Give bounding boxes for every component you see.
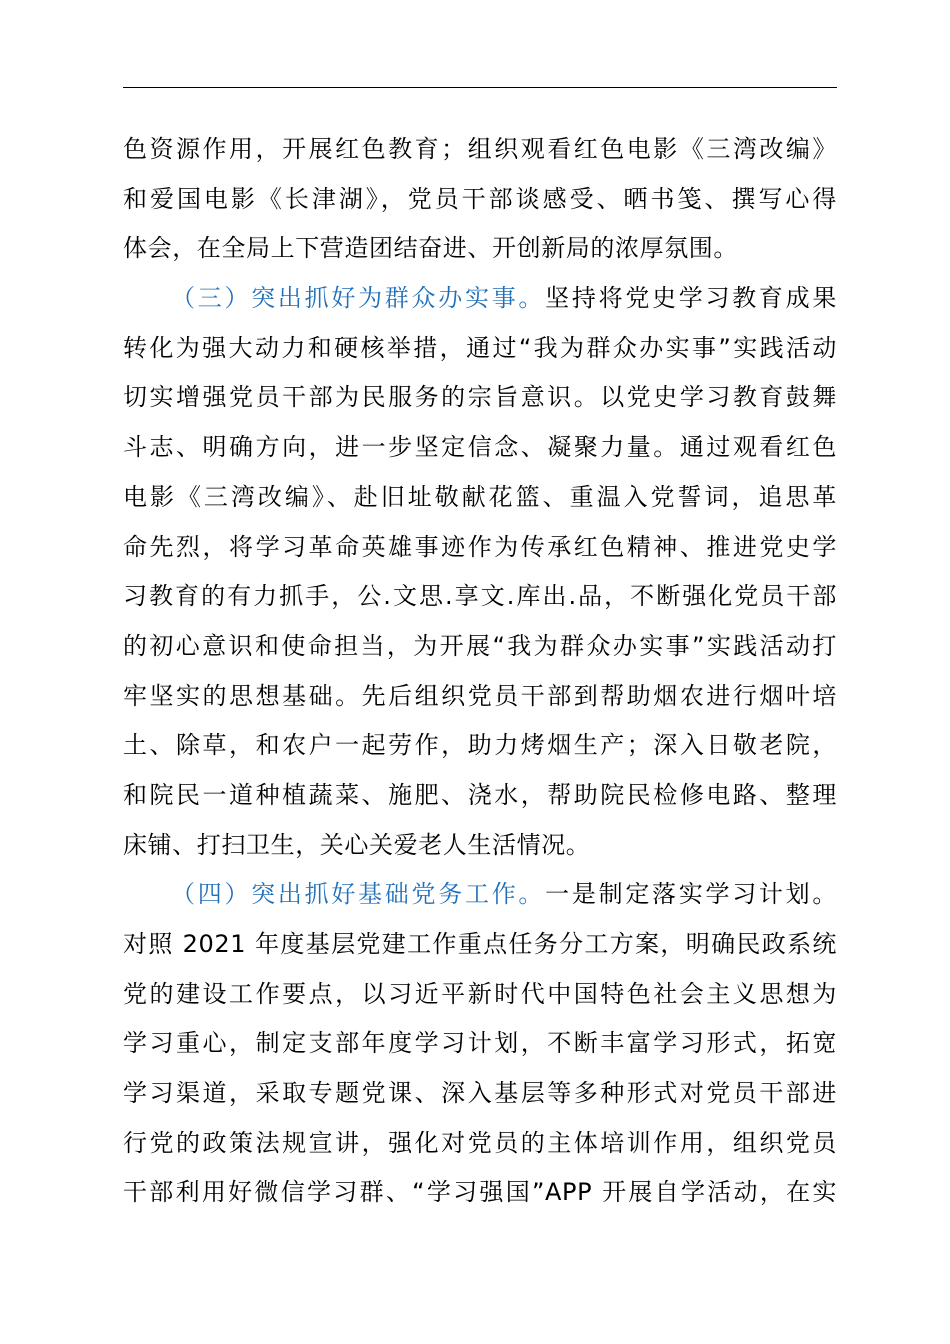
- text-line: 的初心意识和使命担当，为开展“我为群众办实事”实践活动打: [123, 631, 837, 660]
- section-3-first-line: [123, 274, 837, 324]
- section-4-lead: 一是制定落实学习计划。: [545, 880, 837, 909]
- section-3-heading: （三）突出抓好为群众办实事。: [171, 284, 546, 313]
- text-line: 体会，在全局上下营造团结奋进、开创新局的浓厚氛围。: [123, 234, 738, 263]
- section-3-lead: 坚持将党史学习教育成果: [545, 284, 837, 313]
- text-line: 习教育的有力抓手，公.文思.享文.库出.品，不断强化党员干部: [123, 582, 837, 611]
- text-line: 和院民一道种植蔬菜、施肥、浇水，帮助院民检修电路、整理: [123, 780, 837, 809]
- body-text: [123, 125, 837, 1218]
- text-line: 干部利用好微信学习群、“学习强国”APP 开展自学活动，在实: [123, 1178, 837, 1207]
- section-4-heading: （四）突出抓好基础党务工作。: [171, 880, 546, 909]
- text-line: 斗志、明确方向，进一步坚定信念、凝聚力量。通过观看红色: [123, 433, 837, 462]
- text-line: 转化为强大动力和硬核举措，通过“我为群众办实事”实践活动: [123, 333, 837, 362]
- header-rule: [123, 87, 837, 88]
- text-line: 学习渠道，采取专题党课、深入基层等多种形式对党员干部进: [123, 1079, 837, 1108]
- text-line: 学习重心，制定支部年度学习计划，不断丰富学习形式，拓宽: [123, 1029, 837, 1058]
- text-line: 色资源作用，开展红色教育；组织观看红色电影《三湾改编》: [123, 135, 837, 163]
- text-line: 党的建设工作要点，以习近平新时代中国特色社会主义思想为: [123, 979, 837, 1008]
- text-line: 对照 2021 年度基层党建工作重点任务分工方案，明确民政系统: [123, 930, 837, 958]
- text-line: 牢坚实的思想基础。先后组织党员干部到帮助烟农进行烟叶培: [123, 681, 837, 710]
- text-line: 切实增强党员干部为民服务的宗旨意识。以党史学习教育鼓舞: [123, 383, 837, 412]
- section-4-first-line: [123, 870, 837, 920]
- text-line: 行党的政策法规宣讲，强化对党员的主体培训作用，组织党员: [123, 1128, 837, 1157]
- text-line: 命先烈，将学习革命英雄事迹作为传承红色精神、推进党史学: [123, 532, 837, 561]
- text-line: 和爱国电影《长津湖》，党员干部谈感受、晒书笺、撰写心得: [123, 184, 837, 213]
- text-line: 电影《三湾改编》、赴旧址敬献花篮、重温入党誓词，追思革: [123, 482, 837, 511]
- text-line: 床铺、打扫卫生，关心关爱老人生活情况。: [123, 830, 591, 859]
- text-line: 土、除草，和农户一起劳作，助力烤烟生产；深入日敬老院，: [123, 731, 837, 760]
